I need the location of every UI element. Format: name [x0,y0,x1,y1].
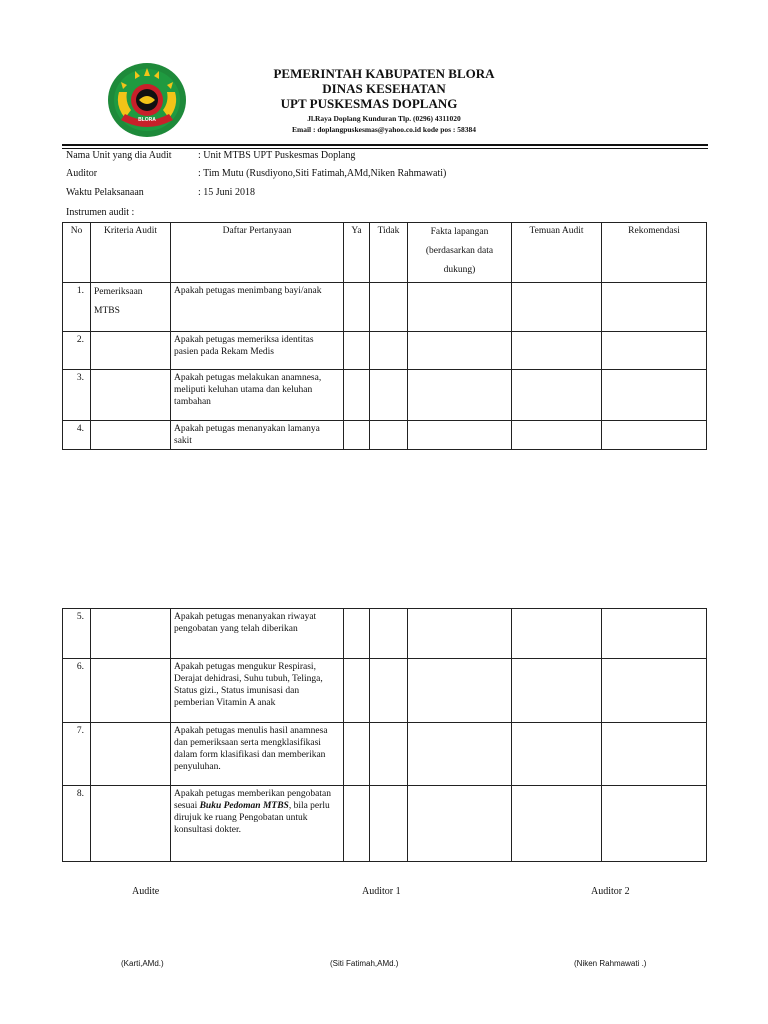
logo-text: BLORA [138,117,156,123]
info-value-unit: : Unit MTBS UPT Puskesmas Doplang [198,150,356,161]
header-kriteria: Kriteria Audit [91,223,171,283]
signature-role-auditor1: Auditor 1 [362,886,401,897]
cell-rekomendasi[interactable] [602,609,707,659]
cell-rekomendasi[interactable] [602,370,707,421]
row-kriteria [91,283,171,332]
cell-rekomendasi[interactable] [602,659,707,723]
cell-rekomendasi[interactable] [602,723,707,786]
cell-temuan[interactable] [512,723,602,786]
table-row [63,609,707,659]
row-kriteria [91,786,171,862]
info-value-waktu: : 15 Juni 2018 [198,187,255,198]
cell-temuan[interactable] [512,283,602,332]
question-text-em: Buku Pedoman MTBS [199,801,289,811]
header-daftar: Daftar Pertanyaan [171,223,344,283]
letterhead-rule-thick [62,144,708,146]
header-fakta-line3: dukung) [443,265,476,275]
row-no: 6. [63,659,91,723]
row-no: 1. [63,283,91,332]
cell-ya[interactable] [344,723,370,786]
table-header-row [63,223,707,283]
cell-ya[interactable] [344,370,370,421]
info-label-auditor: Auditor [66,168,98,179]
table-row [63,370,707,421]
cell-tidak[interactable] [370,283,408,332]
header-tidak: Tidak [370,223,408,283]
header-ya: Ya [344,223,370,283]
signature-name-auditor1: (Siti Fatimah,AMd.) [330,959,399,968]
row-question: Apakah petugas memeriksa identitas pasien pada Rekam Medis [171,332,344,370]
row-kriteria-line1: Pemeriksaan [94,287,143,297]
cell-temuan[interactable] [512,421,602,450]
table-row [63,786,707,862]
row-question: Apakah petugas menanyakan riwayat pengobatan yang telah diberikan [171,609,344,659]
cell-tidak[interactable] [370,786,408,862]
cell-tidak[interactable] [370,659,408,723]
row-kriteria-line2: MTBS [94,306,120,316]
table-row [63,421,707,450]
cell-ya[interactable] [344,283,370,332]
cell-fakta[interactable] [408,370,512,421]
row-no: 4. [63,421,91,450]
table-row [63,659,707,723]
question-text-post: , bila perlu dirujuk ke ruang Pengobatan untuk konsultasi dokter. [174,801,330,835]
info-value-auditor: : Tim Mutu (Rusdiyono,Siti Fatimah,AMd,Niken Rahmawati) [198,168,447,179]
row-kriteria [91,659,171,723]
cell-fakta[interactable] [408,659,512,723]
signature-role-audite: Audite [132,886,160,897]
info-label-instrumen: Instrumen audit : [66,207,135,218]
audit-table-part1 [62,222,707,450]
letterhead-email: Email : doplangpuskesmas@yahoo.co.id kode pos : 58384 [291,125,477,134]
info-label-unit: Nama Unit yang dia Audit [66,150,172,161]
signature-role-auditor2: Auditor 2 [591,886,630,897]
cell-tidak[interactable] [370,609,408,659]
row-no: 8. [63,786,91,862]
cell-temuan[interactable] [512,609,602,659]
cell-ya[interactable] [344,786,370,862]
row-kriteria [91,723,171,786]
cell-ya[interactable] [344,659,370,723]
cell-ya[interactable] [344,609,370,659]
audit-table-part2 [62,608,707,862]
cell-ya[interactable] [344,421,370,450]
table-row [63,332,707,370]
row-no: 5. [63,609,91,659]
header-fakta-line1: Fakta lapangan [430,227,489,237]
row-question: Apakah petugas melakukan anamnesa, meliputi keluhan utama dan keluhan tambahan [171,370,344,421]
header-no: No [63,223,91,283]
info-label-waktu: Waktu Pelaksanaan [66,187,144,198]
cell-fakta[interactable] [408,609,512,659]
row-question: Apakah petugas mengukur Respirasi, Derajat dehidrasi, Suhu tubuh, Telinga, Status gizi., Status imunisasi dan pemberian Vitamin A anak [171,659,344,723]
row-kriteria [91,609,171,659]
header-fakta [408,223,512,283]
letterhead-rule-thin [62,148,708,149]
row-no: 2. [63,332,91,370]
cell-rekomendasi[interactable] [602,283,707,332]
row-question: Apakah petugas menanyakan lamanya sakit [171,421,344,450]
row-question: Apakah petugas menimbang bayi/anak [171,283,344,332]
cell-fakta[interactable] [408,786,512,862]
row-kriteria [91,332,171,370]
letterhead-line3: UPT PUSKESMAS DOPLANG [280,96,458,111]
cell-fakta[interactable] [408,332,512,370]
cell-temuan[interactable] [512,332,602,370]
row-question: Apakah petugas menulis hasil anamnesa dan pemeriksaan serta mengklasifikasi dalam form klasifikasi dan memberikan penyuluhan. [171,723,344,786]
cell-rekomendasi[interactable] [602,332,707,370]
letterhead-line2: DINAS KESEHATAN [322,81,446,96]
letterhead [0,66,768,135]
signature-name-audite: (Karti,AMd.) [121,959,164,968]
cell-fakta[interactable] [408,283,512,332]
row-kriteria [91,421,171,450]
question-text-pre: Apakah petugas memberikan pengobatan sesuai [174,789,331,811]
table-row [63,723,707,786]
cell-rekomendasi[interactable] [602,786,707,862]
header-fakta-line2: (berdasarkan data [425,246,494,256]
letterhead-line1: PEMERINTAH KABUPATEN BLORA [273,66,495,81]
row-question [171,786,344,862]
cell-tidak[interactable] [370,332,408,370]
header-temuan: Temuan Audit [512,223,602,283]
cell-tidak[interactable] [370,421,408,450]
cell-ya[interactable] [344,332,370,370]
row-no: 3. [63,370,91,421]
row-no: 7. [63,723,91,786]
cell-tidak[interactable] [370,723,408,786]
letterhead-address: Jl.Raya Doplang Kunduran Tlp. (0296) 4311020 [307,114,461,123]
cell-temuan[interactable] [512,786,602,862]
cell-temuan[interactable] [512,659,602,723]
header-rekomendasi: Rekomendasi [602,223,707,283]
row-kriteria [91,370,171,421]
cell-rekomendasi[interactable] [602,421,707,450]
cell-fakta[interactable] [408,421,512,450]
cell-fakta[interactable] [408,723,512,786]
cell-temuan[interactable] [512,370,602,421]
table-row [63,283,707,332]
signature-name-auditor2: (Niken Rahmawati .) [574,959,647,968]
cell-tidak[interactable] [370,370,408,421]
